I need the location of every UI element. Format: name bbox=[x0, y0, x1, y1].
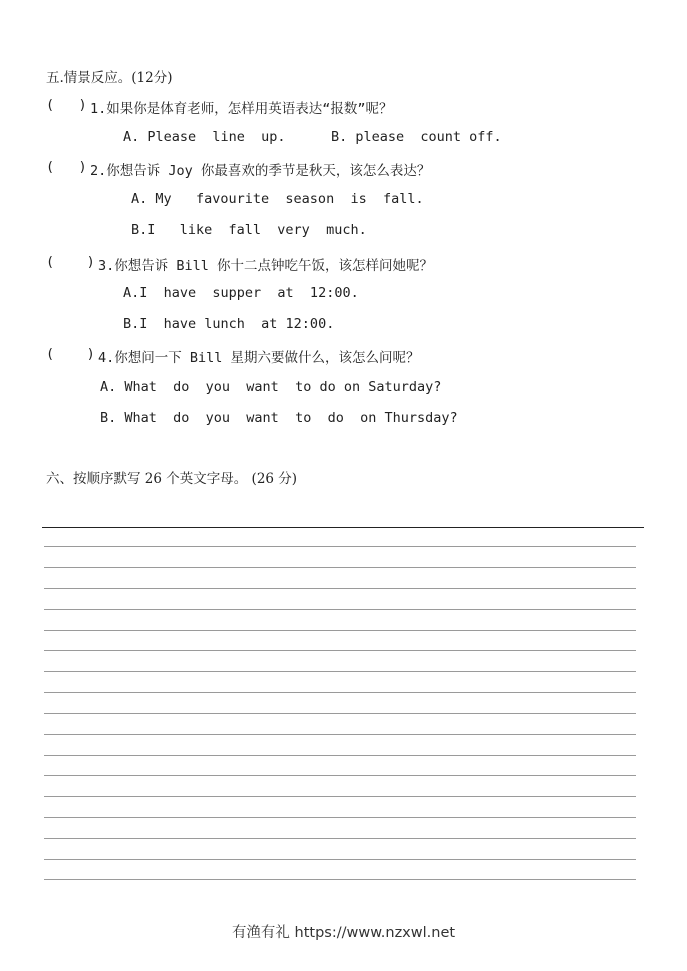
q1-option-b: B. please count off. bbox=[331, 129, 502, 145]
writing-line bbox=[44, 796, 636, 797]
section-5-title: 五.情景反应。(12分) bbox=[46, 70, 173, 86]
section-6-title: 六、按顺序默写 26 个英文字母。 (26 分) bbox=[46, 471, 298, 487]
writing-line bbox=[42, 527, 644, 528]
q1-option-a: A. Please line up. bbox=[123, 129, 286, 145]
writing-line bbox=[44, 567, 636, 568]
q4-option-a: A. What do you want to do on Saturday? bbox=[100, 379, 442, 395]
writing-line bbox=[44, 817, 636, 818]
writing-line bbox=[44, 546, 636, 547]
q1-answer-paren[interactable]: ( ) bbox=[46, 97, 87, 113]
writing-line bbox=[44, 879, 636, 880]
q2-option-a: A. My favourite season is fall. bbox=[131, 191, 424, 207]
writing-line bbox=[44, 775, 636, 776]
q4-prompt: 4.你想问一下 Bill 星期六要做什么，该怎么问呢？ bbox=[98, 350, 420, 366]
q2-option-b: B.I like fall very much. bbox=[131, 222, 367, 238]
footer-watermark: 有渔有礼 https://www.nzxwl.net bbox=[231, 925, 456, 941]
writing-line bbox=[44, 630, 636, 631]
q3-prompt: 3.你想告诉 Bill 你十二点钟吃午饭，该怎样问她呢？ bbox=[98, 258, 434, 274]
q3-option-a: A.I have supper at 12:00. bbox=[123, 285, 359, 301]
q4-answer-paren[interactable]: ( ) bbox=[46, 346, 95, 362]
writing-line bbox=[44, 755, 636, 756]
q4-option-b: B. What do you want to do on Thursday? bbox=[100, 410, 458, 426]
writing-line bbox=[44, 609, 636, 610]
q3-option-b: B.I have lunch at 12:00. bbox=[123, 316, 335, 332]
writing-line bbox=[44, 650, 636, 651]
writing-line bbox=[44, 671, 636, 672]
writing-line bbox=[44, 859, 636, 860]
q2-answer-paren[interactable]: ( ) bbox=[46, 159, 87, 175]
writing-line bbox=[44, 734, 636, 735]
writing-line bbox=[44, 838, 636, 839]
writing-line bbox=[44, 713, 636, 714]
writing-line bbox=[44, 692, 636, 693]
q3-answer-paren[interactable]: ( ) bbox=[46, 254, 95, 270]
q1-prompt: 1.如果你是体育老师，怎样用英语表达“报数”呢？ bbox=[90, 101, 393, 117]
q2-prompt: 2.你想告诉 Joy 你最喜欢的季节是秋天，该怎么表达？ bbox=[90, 163, 431, 179]
writing-line bbox=[44, 588, 636, 589]
